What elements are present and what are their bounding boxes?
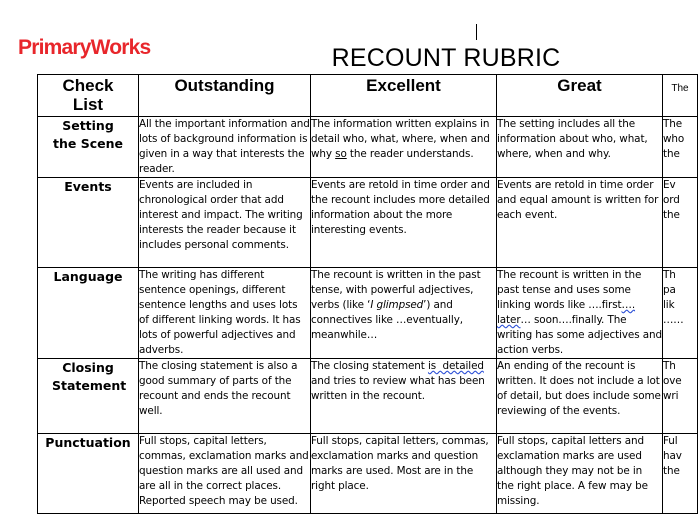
table-row xyxy=(38,359,698,434)
cell-text: The recount is written in the past tense and uses some linking words like ….first xyxy=(497,269,642,311)
cell-text: ’) and connectives like …eventually, meanwhile… xyxy=(311,299,463,341)
header-check-list xyxy=(38,75,139,117)
row-label-language xyxy=(38,268,139,359)
partial-cell xyxy=(663,268,698,359)
outstanding-cell xyxy=(139,178,311,268)
row-label-text: Setting the Scene xyxy=(53,118,123,151)
cell-text: and tries to review what has been written in the recount. xyxy=(311,375,485,402)
row-label-text: Language xyxy=(53,269,123,284)
rubric-table xyxy=(37,74,698,514)
partial-cell xyxy=(663,434,698,514)
excellent-cell xyxy=(311,268,497,359)
italic-phrase: I glimpsed xyxy=(370,299,424,311)
excellent-cell xyxy=(311,359,497,434)
page-title: RECOUNT RUBRIC xyxy=(331,44,561,72)
table-row xyxy=(38,434,698,514)
row-label-punctuation xyxy=(38,434,139,514)
grammar-mark: is detailed xyxy=(427,360,484,372)
row-label-text: Events xyxy=(64,179,112,194)
underlined-word: so xyxy=(335,148,347,160)
table-row xyxy=(38,268,698,359)
table-row xyxy=(38,178,698,268)
outstanding-cell xyxy=(139,434,311,514)
cell-text: Full stops, capital letters, commas, exclamation marks and question marks are used. Most are in the right place. xyxy=(311,435,489,492)
row-label-text: Closing Statement xyxy=(52,360,127,393)
cell-text: The who the xyxy=(663,118,685,160)
cell-text: Events are included in chronological order that add interest and impact. The writing interests the reader because it includes personal comments. xyxy=(139,179,303,251)
excellent-cell xyxy=(311,117,497,178)
outstanding-cell xyxy=(139,117,311,178)
partial-cell xyxy=(663,178,698,268)
cell-text: Full stops, capital letters and exclamation marks are used although they may not be in the right place. A few may be missing. xyxy=(497,435,648,507)
table-row xyxy=(38,117,698,178)
cell-text: The information written explains in detail who, what, where, when and why xyxy=(311,118,490,160)
cell-text: The recount is written in the past tense, with powerful adjectives, verbs (like ‘ xyxy=(311,269,481,311)
excellent-cell xyxy=(311,178,497,268)
row-label-closing xyxy=(38,359,139,434)
primaryworks-logo: PrimaryWorks xyxy=(18,36,151,59)
great-cell xyxy=(497,178,663,268)
cell-text: Th ove wri xyxy=(663,360,682,402)
excellent-cell xyxy=(311,434,497,514)
header-great: Great xyxy=(497,75,663,117)
cell-text: Ful hav the xyxy=(663,435,682,477)
row-label-events xyxy=(38,178,139,268)
header-partial xyxy=(663,75,698,117)
great-cell xyxy=(497,117,663,178)
header-outstanding: Outstanding xyxy=(139,75,311,117)
cell-text: Ev ord the xyxy=(663,179,680,221)
cell-text: the reader understands. xyxy=(346,148,474,160)
great-cell xyxy=(497,434,663,514)
header-excellent: Excellent xyxy=(311,75,497,117)
great-cell xyxy=(497,268,663,359)
cell-text: All the important information and lots of background information is given in a way that interests the reader. xyxy=(139,118,310,175)
partial-cell xyxy=(663,359,698,434)
cell-text: … soon….finally. The writing has some adjectives and action verbs. xyxy=(497,314,662,356)
header-check-list-text: Check List xyxy=(62,76,114,114)
cell-text: An ending of the recount is written. It does not include a lot of detail, but does include some reviewing of the events. xyxy=(497,360,661,417)
outstanding-cell xyxy=(139,268,311,359)
cell-text: The closing statement xyxy=(311,360,428,372)
partial-cell xyxy=(663,117,698,178)
cell-text: Full stops, capital letters, commas, exclamation marks and question marks are all used and are all in the correct places. Reported speech may be used. xyxy=(139,435,309,507)
spellcheck-mark: later xyxy=(497,314,521,326)
header-row xyxy=(38,75,698,117)
row-label-text: Punctuation xyxy=(45,435,131,450)
cell-text: The writing has different sentence openings, different sentence lengths and uses lots of different linking words. It has lots of powerful adjectives and adverbs. xyxy=(139,269,301,356)
header-partial-text: The xyxy=(671,83,689,94)
cell-text: Events are retold in time order and equal amount is written for each event. xyxy=(497,179,659,221)
outstanding-cell xyxy=(139,359,311,434)
cell-text: Th pa lik …… xyxy=(663,269,684,326)
text-cursor xyxy=(476,24,477,40)
row-label-setting xyxy=(38,117,139,178)
cell-text: The closing statement is also a good summary of parts of the recount and ends the recount well. xyxy=(139,360,298,417)
great-cell xyxy=(497,359,663,434)
spellcheck-mark: …. xyxy=(621,299,636,311)
cell-text: Events are retold in time order and the recount includes more detailed information about the more interesting events. xyxy=(311,179,490,236)
cell-text: The setting includes all the information about who, what, where, when and why. xyxy=(497,118,648,160)
